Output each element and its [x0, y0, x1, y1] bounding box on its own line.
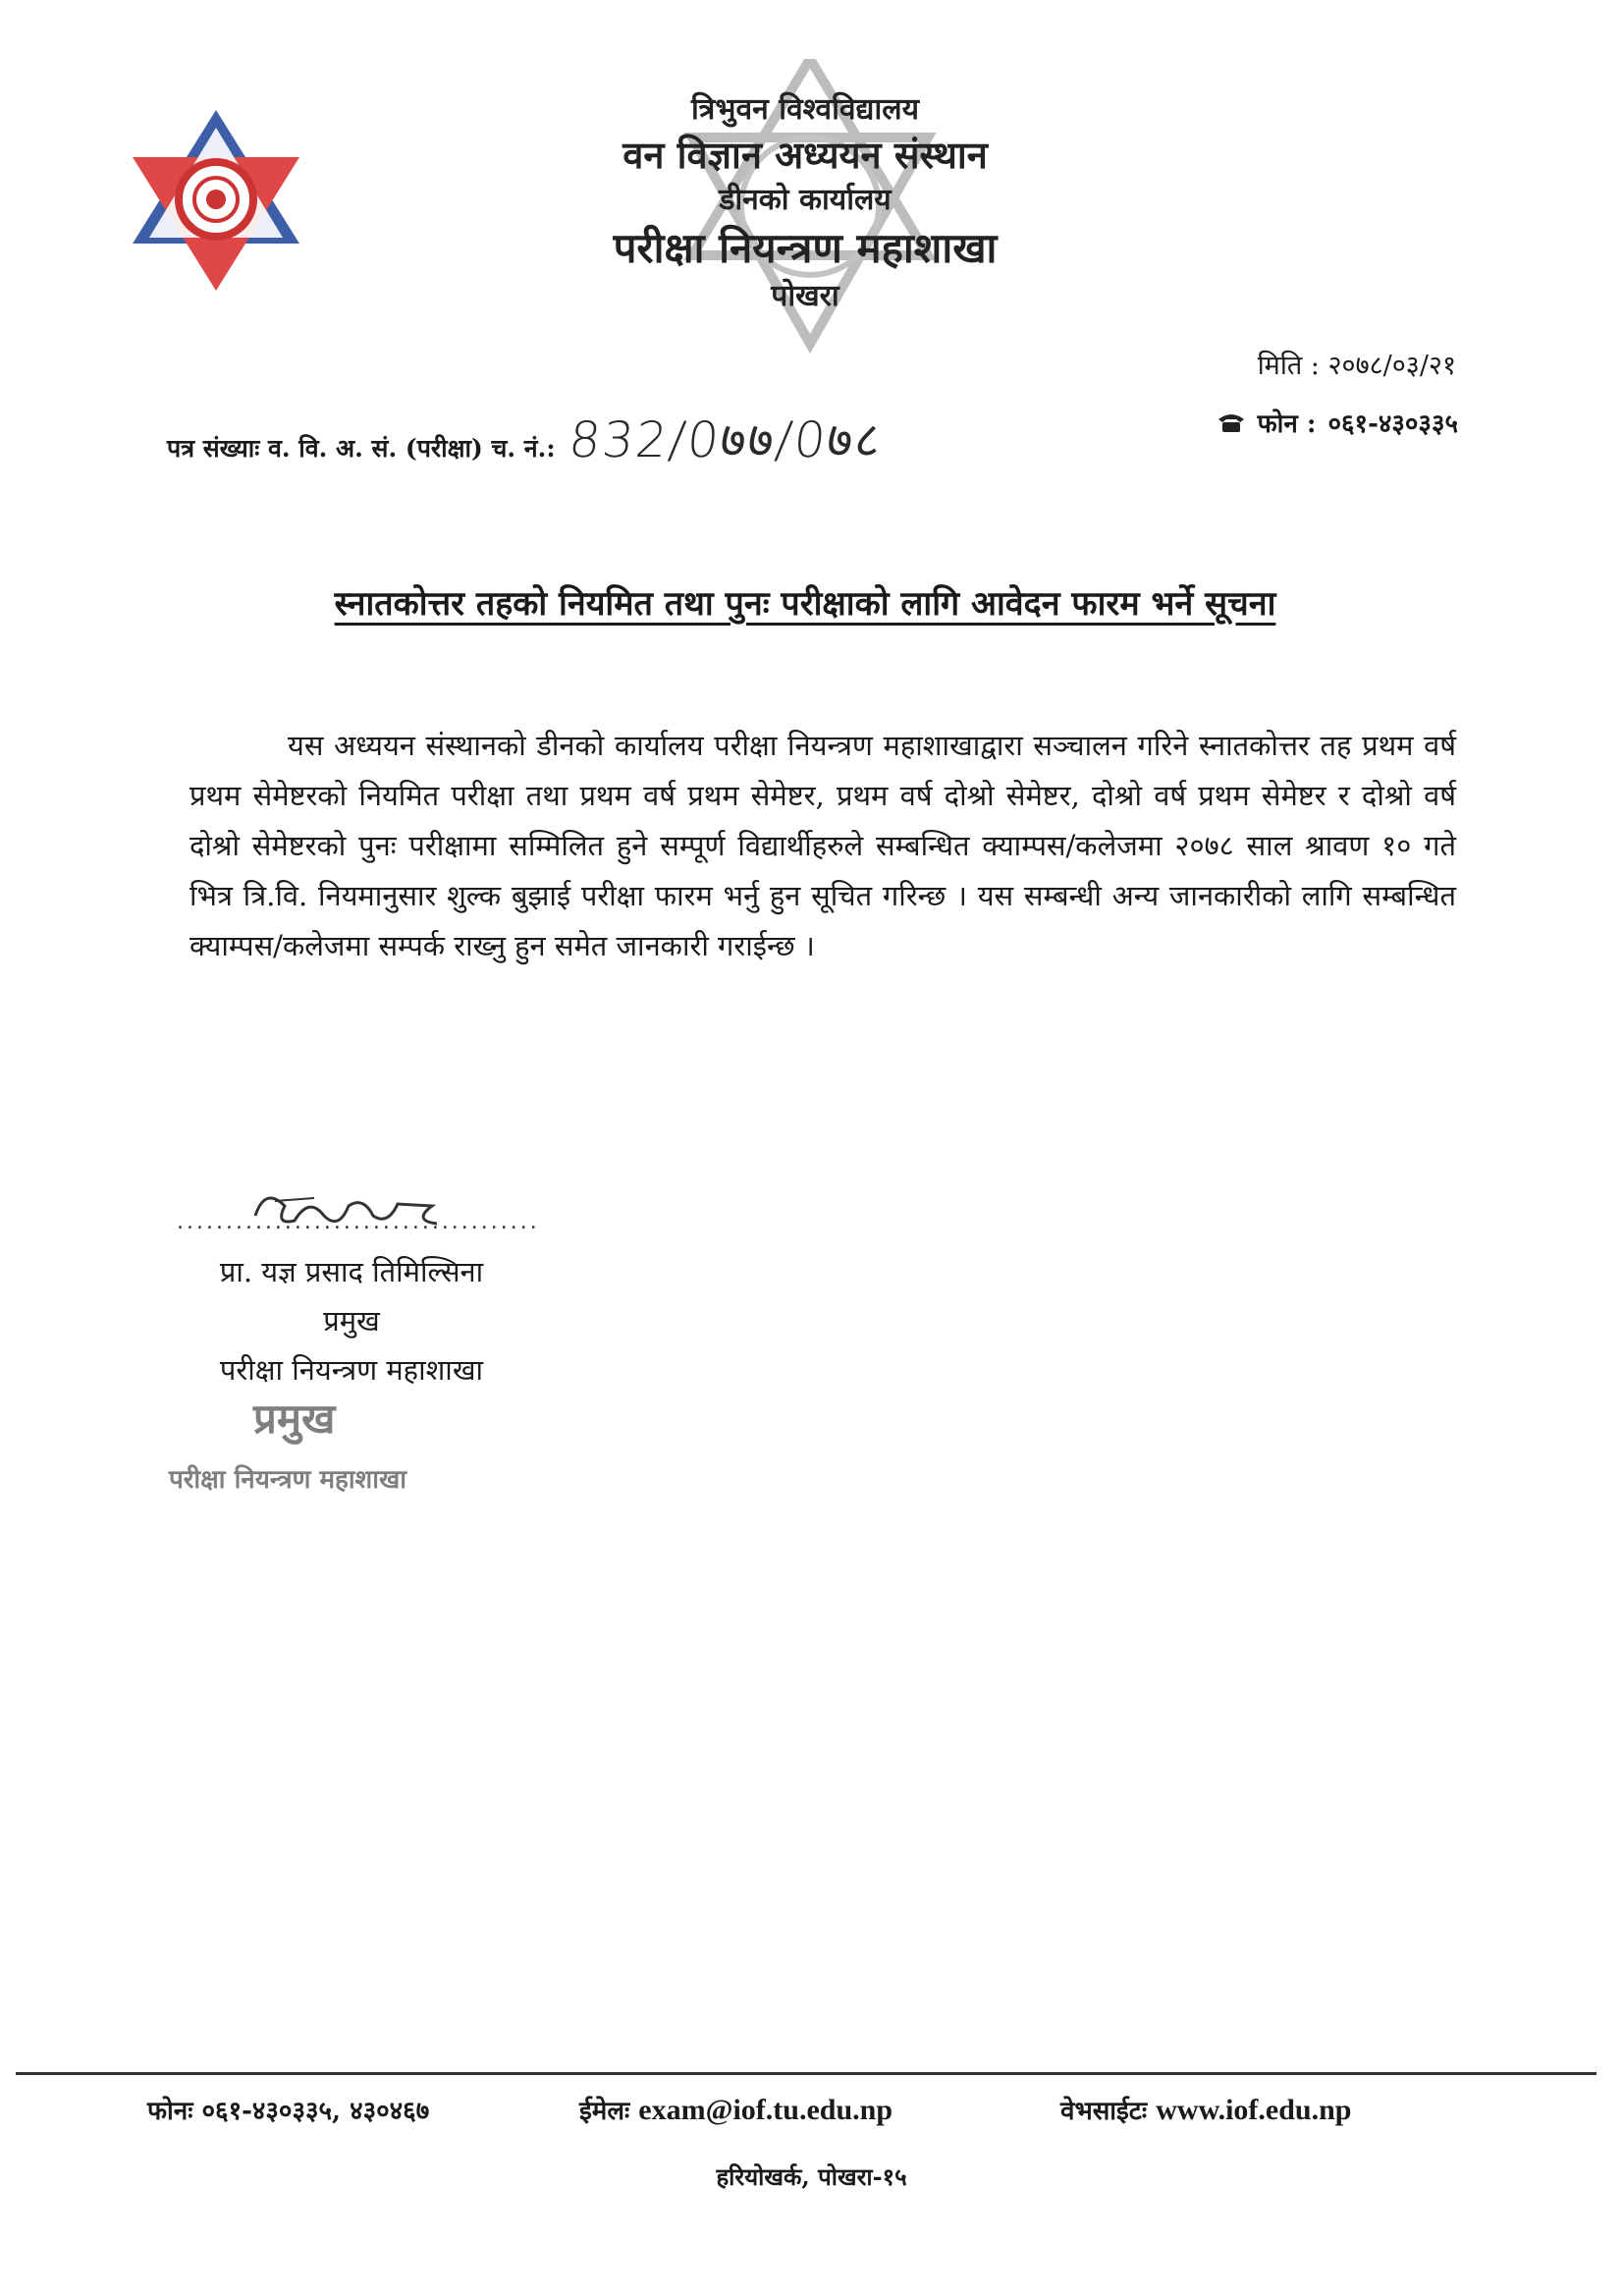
institute-name: वन विज्ञान अध्ययन संस्थान	[622, 133, 988, 177]
signatory-role: प्रमुख	[323, 1304, 380, 1338]
notice-body: यस अध्ययन संस्थानको डीनको कार्यालय परीक्षा नियन्त्रण महाशाखाद्वारा सञ्चालन गरिने स्नातकोत्तर तह प्रथम वर्ष प्रथम सेमेष्टरको नियमित परीक्षा तथा प्रथम वर्ष प्रथम सेमेष्टर, प्रथम वर्ष दोश्रो सेमेष्टर, दोश्रो वर्ष प्रथम सेमेष्टर र दोश्रो वर्ष दोश्रो सेमेष्टरको पुनः परीक्षामा सम्मिलित हुने सम्पूर्ण विद्यार्थीहरुले सम्बन्धित क्याम्पस/कलेजमा २०७८ साल श्रावण १० गते भित्र त्रि.वि. नियमानुसार शुल्क बुझाई परीक्षा फारम भर्नु हुन सूचित गरिन्छ । यस सम्बन्धी अन्य जानकारीको लागि सम्बन्धित क्याम्पस/कलेजमा सम्पर्क राख्नु हुन समेत जानकारी गराईन्छ ।	[189, 729, 1456, 962]
footer-phone-label: फोनः	[147, 2097, 193, 2126]
footer-address: हरियोखर्क, पोखरा-१५	[716, 2162, 907, 2191]
date-line	[1258, 346, 1456, 382]
footer-email-value[interactable]: exam@iof.tu.edu.np	[638, 2094, 893, 2126]
date-value: २०७८/०३/२१	[1327, 351, 1456, 381]
footer-phone	[147, 2092, 429, 2127]
division-name: परीक्षा नियन्त्रण महाशाखा	[613, 224, 998, 272]
reference-label: पत्र संख्याः व. वि. अ. सं. (परीक्षा) च. नं.:	[167, 434, 556, 463]
phone-value: ०६१-४३०३३५	[1327, 410, 1458, 439]
reference-number: 832/0७७/0७८	[566, 411, 886, 468]
signatory-name: प्रा. यज्ञ प्रसाद तिमिल्सिना	[219, 1255, 484, 1288]
signatory-block	[165, 1247, 538, 1394]
footer-phone-value: ०६१-४३०३३५, ४३०४६७	[201, 2097, 430, 2126]
city-name: पोखरा	[771, 279, 839, 313]
footer-email-label: ईमेलः	[579, 2097, 630, 2126]
footer-divider	[16, 2072, 1596, 2075]
reference-line	[167, 405, 886, 471]
footer-website-value[interactable]: www.iof.edu.np	[1156, 2094, 1352, 2126]
stamp-role: प्रमुख	[253, 1394, 336, 1443]
phone-label: फोन :	[1257, 410, 1317, 439]
tribhuvan-university-logo	[131, 106, 301, 293]
letterhead	[432, 90, 1178, 316]
footer-website-label: वेभसाईटः	[1060, 2097, 1148, 2126]
stamp-office: परीक्षा नियन्त्रण महाशाखा	[169, 1465, 406, 1495]
telephone-icon	[1217, 411, 1246, 433]
notice-title: स्नातकोत्तर तहको नियमित तथा पुनः परीक्षाको लागि आवेदन फारम भर्ने सूचना	[334, 584, 1276, 624]
footer-email	[579, 2092, 893, 2127]
university-name: त्रिभुवन विश्वविद्यालय	[691, 92, 919, 127]
phone-line	[1217, 405, 1458, 440]
footer-website	[1060, 2092, 1351, 2127]
signatory-office: परीक्षा नियन्त्रण महाशाखा	[219, 1353, 484, 1387]
signature-dotted-line: .....................................	[177, 1210, 540, 1234]
office-name: डीनको कार्यालय	[719, 183, 892, 217]
date-label: मिति :	[1257, 351, 1320, 381]
